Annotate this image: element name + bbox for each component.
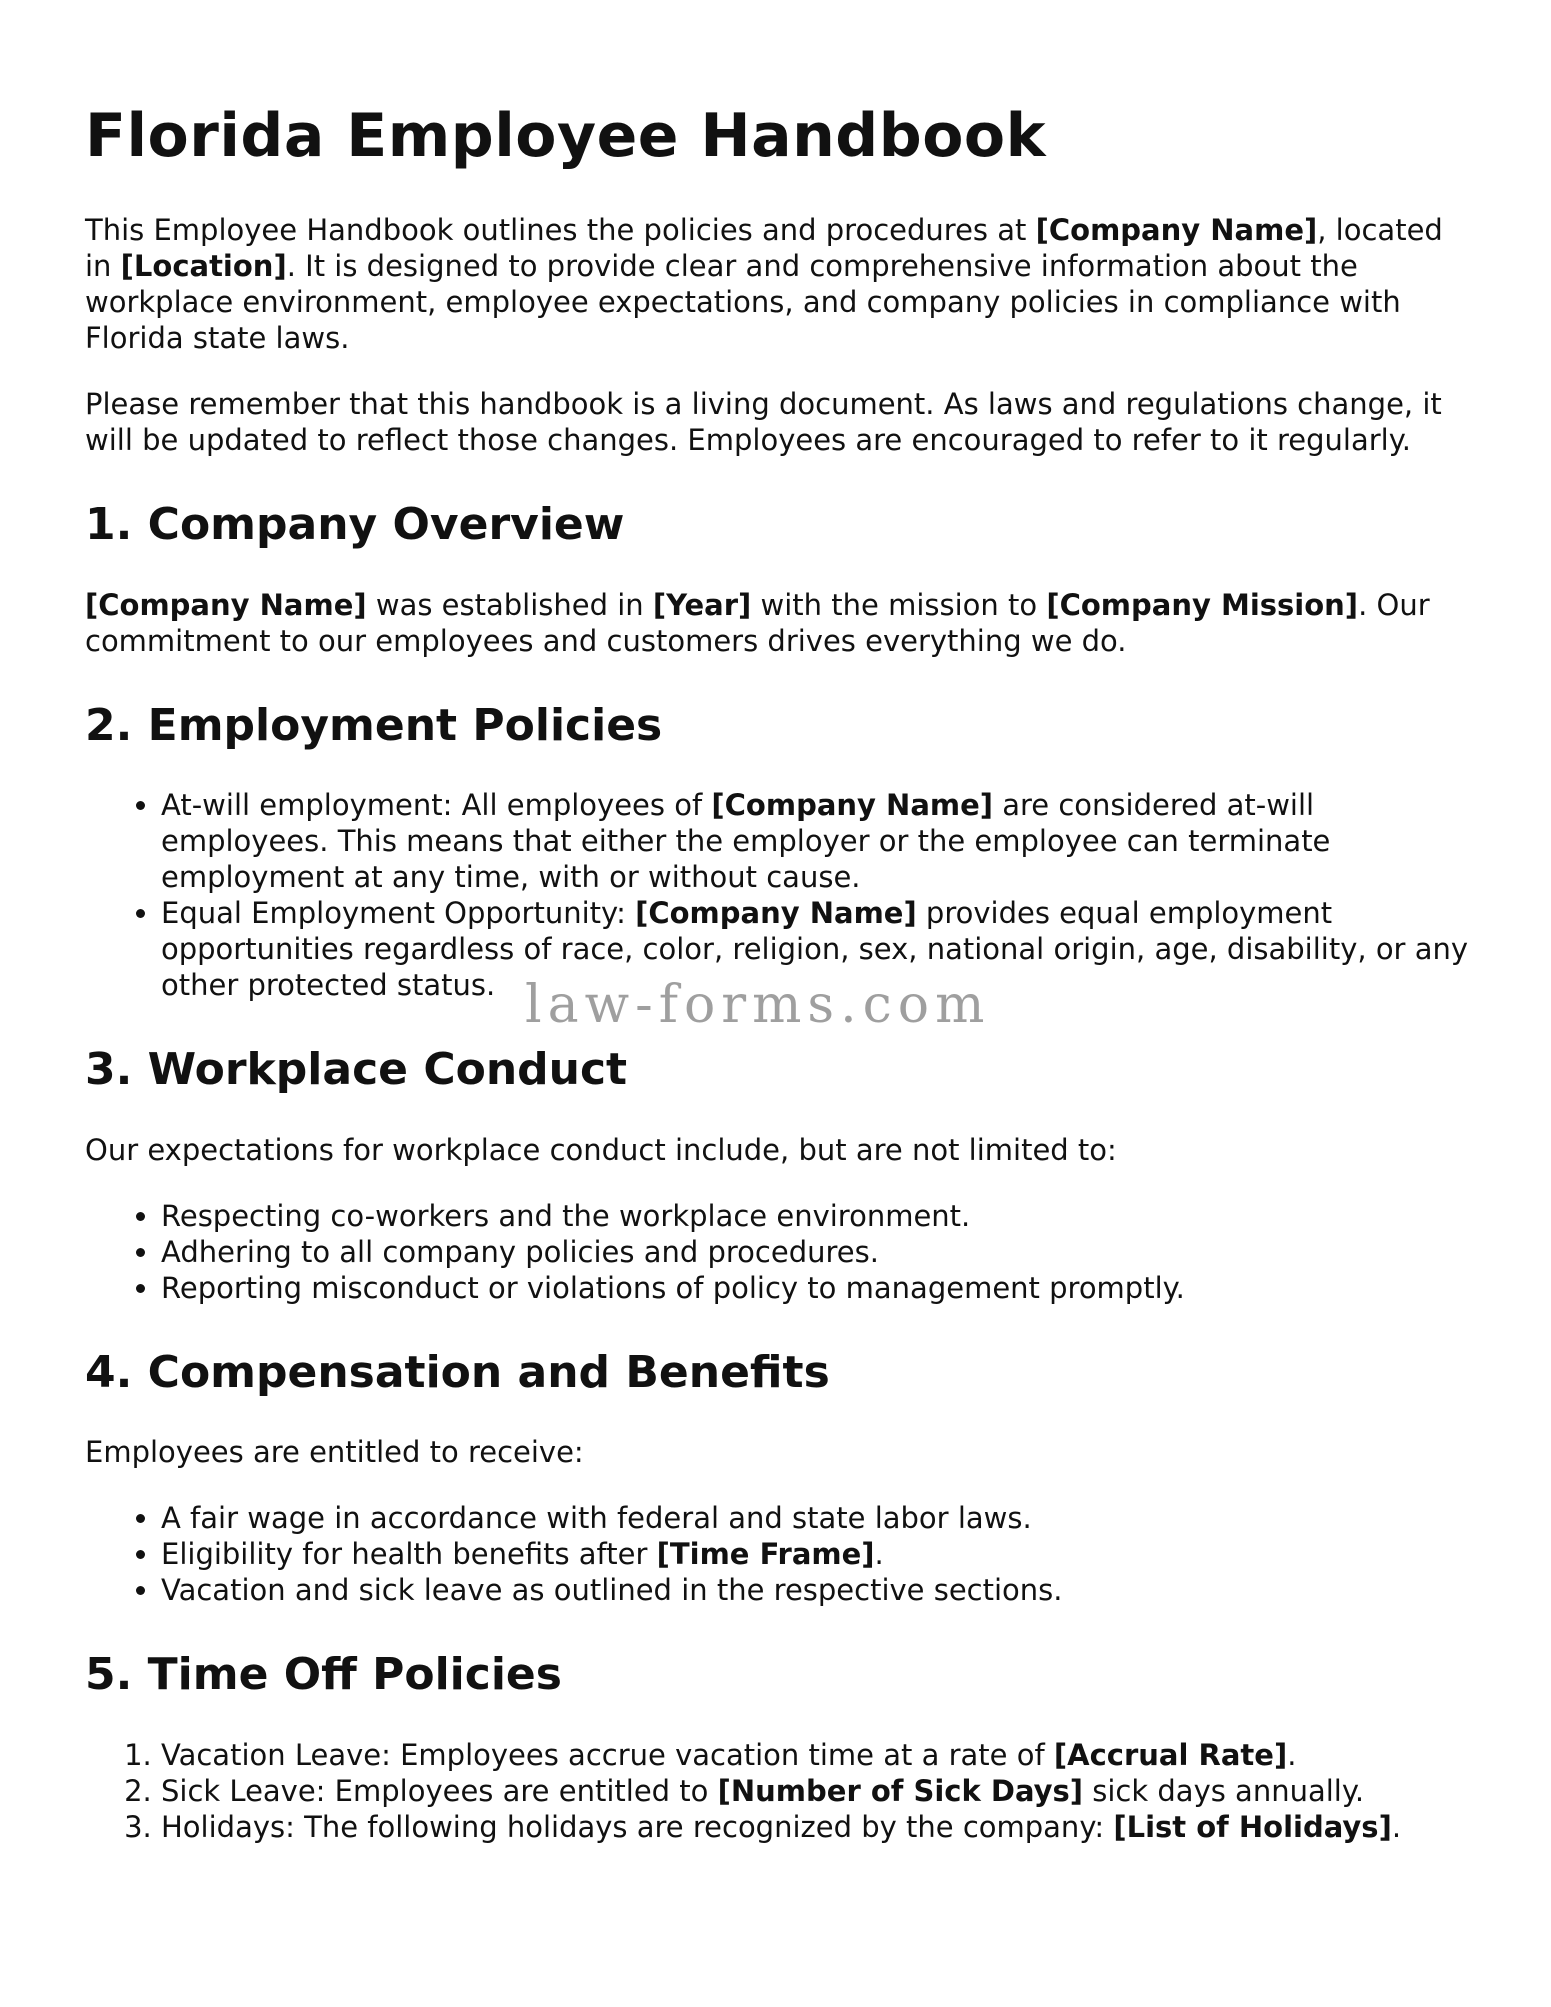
overview-text: with the mission to xyxy=(751,587,1047,622)
list-item xyxy=(161,1737,1475,1773)
item-text: Eligibility for health benefits after xyxy=(161,1537,657,1572)
workplace-conduct-list xyxy=(85,1198,1475,1306)
section-heading-compensation-benefits: 4. Compensation and Benefits xyxy=(85,1346,830,1398)
company-overview-paragraph xyxy=(85,587,1475,659)
item-text: . xyxy=(1287,1737,1297,1772)
employment-policies-list xyxy=(85,787,1475,1003)
intro-paragraph-1 xyxy=(85,212,1475,356)
intro-paragraph-2: Please remember that this handbook is a living document. As laws and regulations change, it will be updated to reflect those changes. Employees are encouraged to refer to it regularly. xyxy=(85,387,1442,457)
item-text: . xyxy=(874,1537,884,1572)
list-item: • Respecting co-workers and the workplace environment. xyxy=(161,1198,1475,1234)
intro-text: , located in xyxy=(85,213,1443,283)
item-text: Sick Leave: Employees are entitled to xyxy=(161,1773,718,1808)
accrual-rate-placeholder: [Accrual Rate] xyxy=(1053,1737,1288,1772)
company-name-placeholder: [Company Name] xyxy=(1035,213,1318,247)
time-frame-placeholder: [Time Frame] xyxy=(656,1537,875,1572)
item-text: Equal Employment Opportunity: xyxy=(161,896,636,931)
time-off-list xyxy=(85,1737,1475,1845)
page-title: Florida Employee Handbook xyxy=(85,101,1047,171)
list-item xyxy=(161,787,1475,895)
intro-text: This Employee Handbook outlines the policies and procedures at xyxy=(85,213,1036,247)
item-text: Holidays: The following holidays are recognized by the company: xyxy=(161,1809,1114,1844)
section-heading-workplace-conduct: 3. Workplace Conduct xyxy=(85,1044,628,1096)
section-heading-time-off: 5. Time Off Policies xyxy=(85,1649,562,1701)
sick-days-placeholder: [Number of Sick Days] xyxy=(717,1773,1084,1808)
list-item xyxy=(161,895,1475,1003)
year-placeholder: [Year] xyxy=(652,587,752,622)
company-name-placeholder: [Company Name] xyxy=(711,788,994,823)
section-heading-employment-policies: 2. Employment Policies xyxy=(85,699,663,751)
overview-text: was established in xyxy=(366,587,653,622)
list-item: • Vacation and sick leave as outlined in the respective sections. xyxy=(161,1572,1475,1608)
list-item: • Adhering to all company policies and procedures. xyxy=(161,1234,1475,1270)
compensation-intro: Employees are entitled to receive: xyxy=(85,1435,584,1470)
list-item xyxy=(161,1536,1475,1572)
list-item: • A fair wage in accordance with federal and state labor laws. xyxy=(161,1500,1475,1536)
mission-placeholder: [Company Mission] xyxy=(1046,587,1359,622)
list-item: • Reporting misconduct or violations of policy to management promptly. xyxy=(161,1270,1475,1306)
document-page xyxy=(85,100,1475,1875)
compensation-list xyxy=(85,1500,1475,1608)
item-text: provides equal employment opportunities regardless of race, color, religion, sex, national origin, age, disability, or any other protected status. xyxy=(161,896,1469,1003)
item-text: At-will employment: All employees of xyxy=(161,788,712,823)
item-text: . xyxy=(1391,1809,1402,1844)
company-name-placeholder: [Company Name] xyxy=(635,896,917,931)
holidays-placeholder: [List of Holidays] xyxy=(1113,1809,1392,1844)
list-item xyxy=(161,1809,1475,1845)
company-name-placeholder: [Company Name] xyxy=(85,587,367,622)
overview-text: . Our commitment to our employees and customers drives everything we do. xyxy=(85,587,1430,658)
item-text: sick days annually. xyxy=(1083,1773,1365,1808)
item-text: are considered at-will employees. This means that either the employer or the employee can terminate employment at any time, with or without cause. xyxy=(161,788,1331,895)
section-heading-company-overview: 1. Company Overview xyxy=(85,499,625,550)
watermark: law-forms.com xyxy=(525,975,991,1035)
workplace-conduct-intro: Our expectations for workplace conduct include, but are not limited to: xyxy=(85,1132,1117,1167)
item-text: Vacation Leave: Employees accrue vacation time at a rate of xyxy=(161,1737,1054,1772)
intro-text: . It is designed to provide clear and comprehensive information about the workplace environment, employee expectations, and company policies in compliance with Florida state laws. xyxy=(85,249,1401,355)
location-placeholder: [Location] xyxy=(120,249,287,283)
list-item xyxy=(161,1773,1475,1809)
